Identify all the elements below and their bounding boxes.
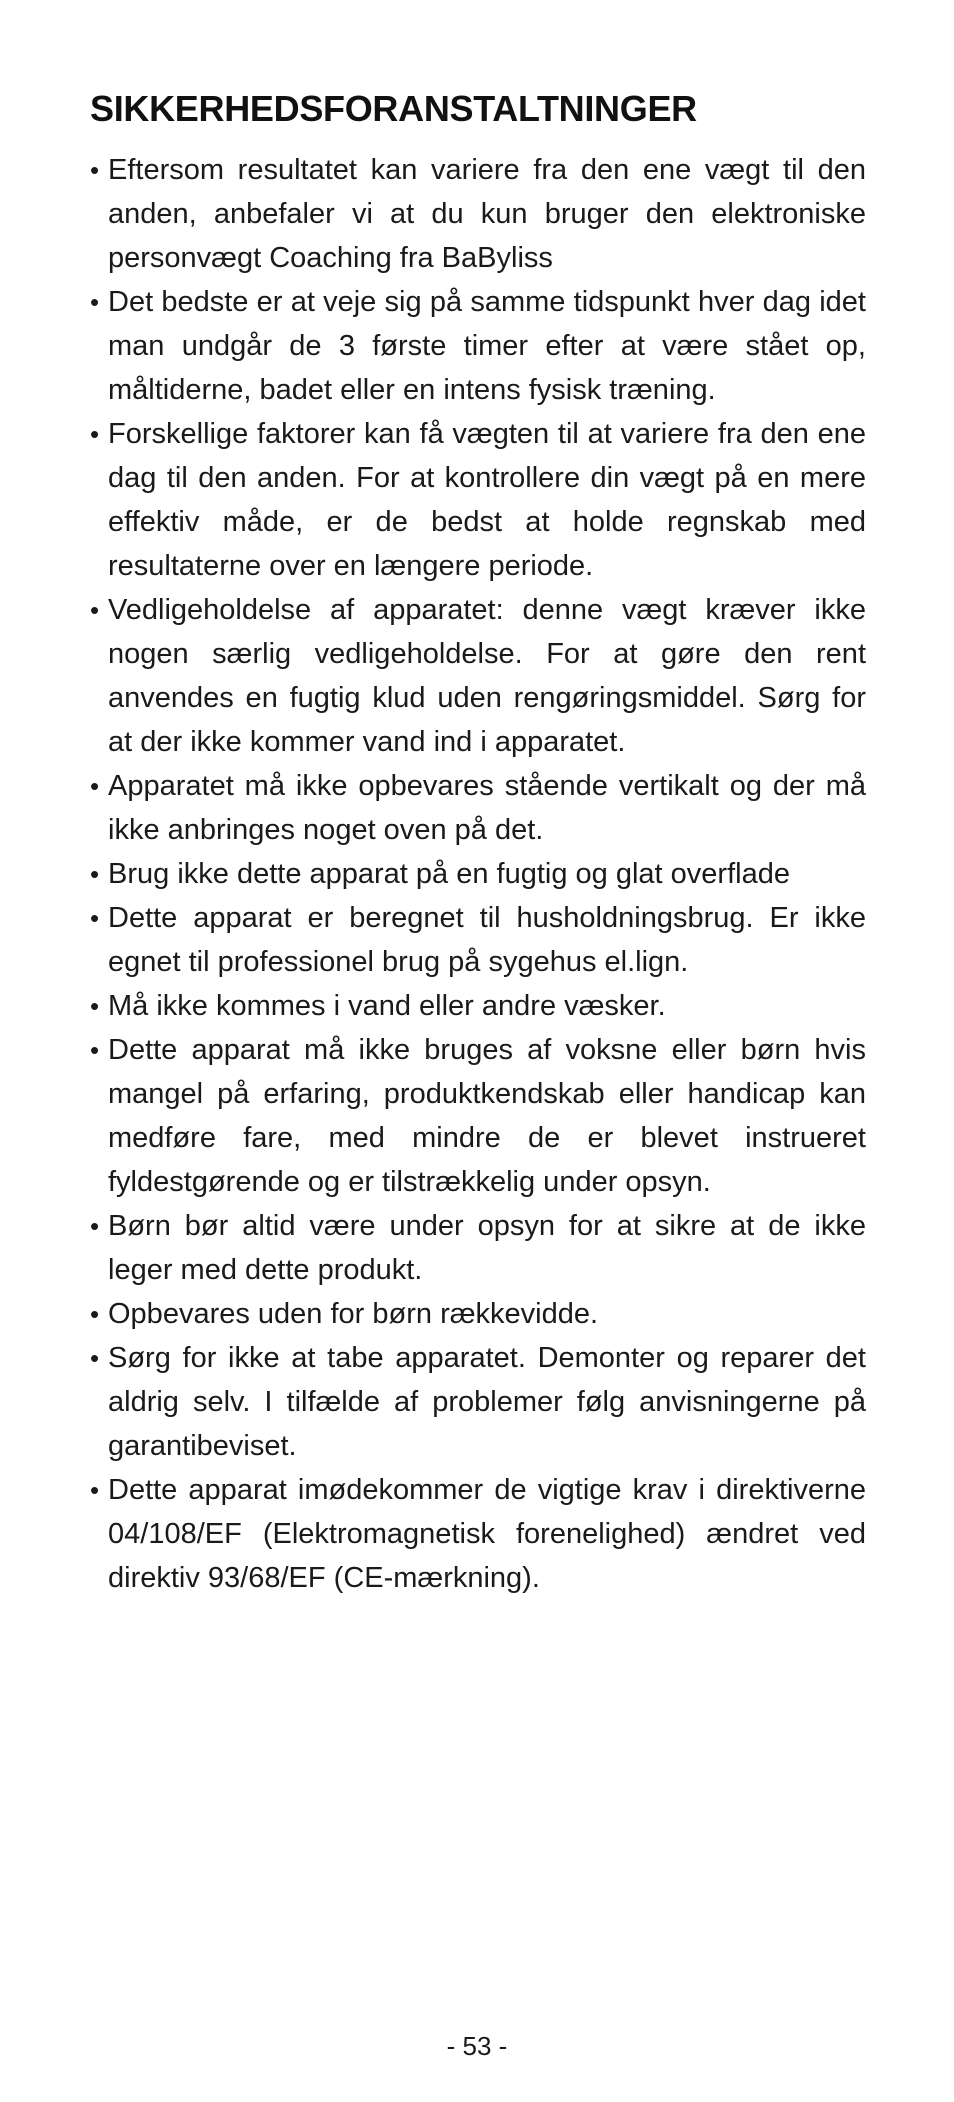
list-item: • Opbevares uden for børn rækkevidde. [90,1292,866,1336]
list-item: • Dette apparat imødekommer de vigtige krav i direktiverne 04/108/EF (Elektromagnetisk forenelighed) ændret ved direktiv 93/68/EF (CE-mærkning). [90,1468,866,1600]
list-item: • Forskellige faktorer kan få vægten til at variere fra den ene dag til den anden. For at kontrollere din vægt på en mere effektiv måde, er de bedst at holde regnskab med resultaterne over en længere periode. [90,412,866,588]
safety-instructions-list [90,148,866,1600]
list-item: • Sørg for ikke at tabe apparatet. Demonter og reparer det aldrig selv. I tilfælde af problemer følg anvisningerne på garantibeviset. [90,1336,866,1468]
list-item: • Dette apparat er beregnet til husholdningsbrug. Er ikke egnet til professionel brug på sygehus el.lign. [90,896,866,984]
list-item: • Børn bør altid være under opsyn for at sikre at de ikke leger med dette produkt. [90,1204,866,1292]
list-item: • Det bedste er at veje sig på samme tidspunkt hver dag idet man undgår de 3 første timer efter at være stået op, måltiderne, badet eller en intens fysisk træning. [90,280,866,412]
list-item: • Må ikke kommes i vand eller andre væsker. [90,984,866,1028]
page-heading: SIKKERHEDSFORANSTALTNINGER [90,88,697,129]
page-content [90,86,866,1600]
list-item: • Brug ikke dette apparat på en fugtig og glat overflade [90,852,866,896]
page-number: - 53 - [446,2031,508,2061]
list-item: • Apparatet må ikke opbevares stående vertikalt og der må ikke anbringes noget oven på det. [90,764,866,852]
list-item: • Eftersom resultatet kan variere fra den ene vægt til den anden, anbefaler vi at du kun bruger den elektroniske personvægt Coaching fra BaByliss [90,148,866,280]
list-item: • Vedligeholdelse af apparatet: denne vægt kræver ikke nogen særlig vedligeholdelse. For at gøre den rent anvendes en fugtig klud uden rengøringsmiddel. Sørg for at der ikke kommer vand ind i apparatet. [90,588,866,764]
list-item: • Dette apparat må ikke bruges af voksne eller børn hvis mangel på erfaring, produktkendskab eller handicap kan medføre fare, med mindre de er blevet instrueret fyldestgørende og er tilstrækkelig under opsyn. [90,1028,866,1204]
